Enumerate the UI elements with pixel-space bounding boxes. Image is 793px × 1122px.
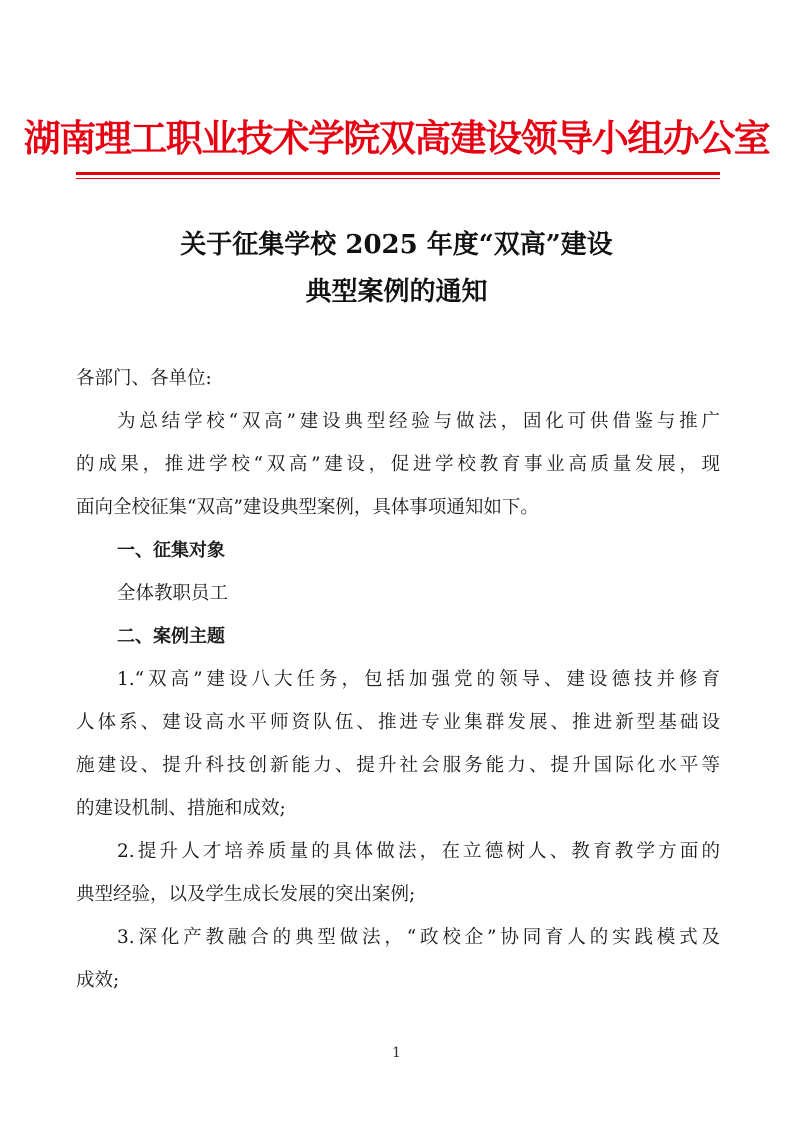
letterhead-rule-thin: [76, 178, 720, 179]
theme-item-3-line: 成效;: [76, 970, 120, 991]
letterhead-org-name: 湖南理工职业技术学院双高建设领导小组办公室: [23, 116, 770, 160]
theme-item-1-line: 1.“双高”建设八大任务，包括加强党的领导、建设德技并修育: [117, 669, 720, 690]
section-heading-collection-target: 一、征集对象: [117, 540, 225, 561]
theme-item-3-line: 3.深化产教融合的典型做法，“政校企”协同育人的实践模式及: [117, 927, 720, 948]
intro-line: 为总结学校“双高”建设典型经验与做法，固化可供借鉴与推广: [117, 411, 720, 432]
title-line-1: 关于征集学校 2025 年度“双高”建设: [180, 230, 613, 260]
title-line-2: 典型案例的通知: [305, 277, 488, 307]
theme-item-1-line: 施建设、提升科技创新能力、提升社会服务能力、提升国际化水平等: [76, 755, 720, 776]
section-content-collection-target: 全体教职员工: [117, 583, 229, 604]
theme-item-2-line: 典型经验，以及学生成长发展的突出案例;: [76, 884, 416, 905]
theme-item-1-line: 的建设机制、措施和成效;: [76, 798, 286, 819]
salutation: 各部门、各单位:: [76, 368, 212, 389]
theme-item-2-line: 2.提升人才培养质量的具体做法，在立德树人、教育教学方面的: [117, 841, 720, 862]
theme-item-1-line: 人体系、建设高水平师资队伍、推进专业集群发展、推进新型基础设: [76, 712, 720, 733]
page-number: 1: [392, 1045, 401, 1061]
intro-line: 面向全校征集“双高”建设典型案例，具体事项通知如下。: [76, 497, 539, 518]
letterhead-rule-thick: [76, 172, 720, 175]
section-heading-case-themes: 二、案例主题: [117, 626, 225, 647]
intro-line: 的成果，推进学校“双高”建设，促进学校教育事业高质量发展，现: [76, 454, 720, 475]
